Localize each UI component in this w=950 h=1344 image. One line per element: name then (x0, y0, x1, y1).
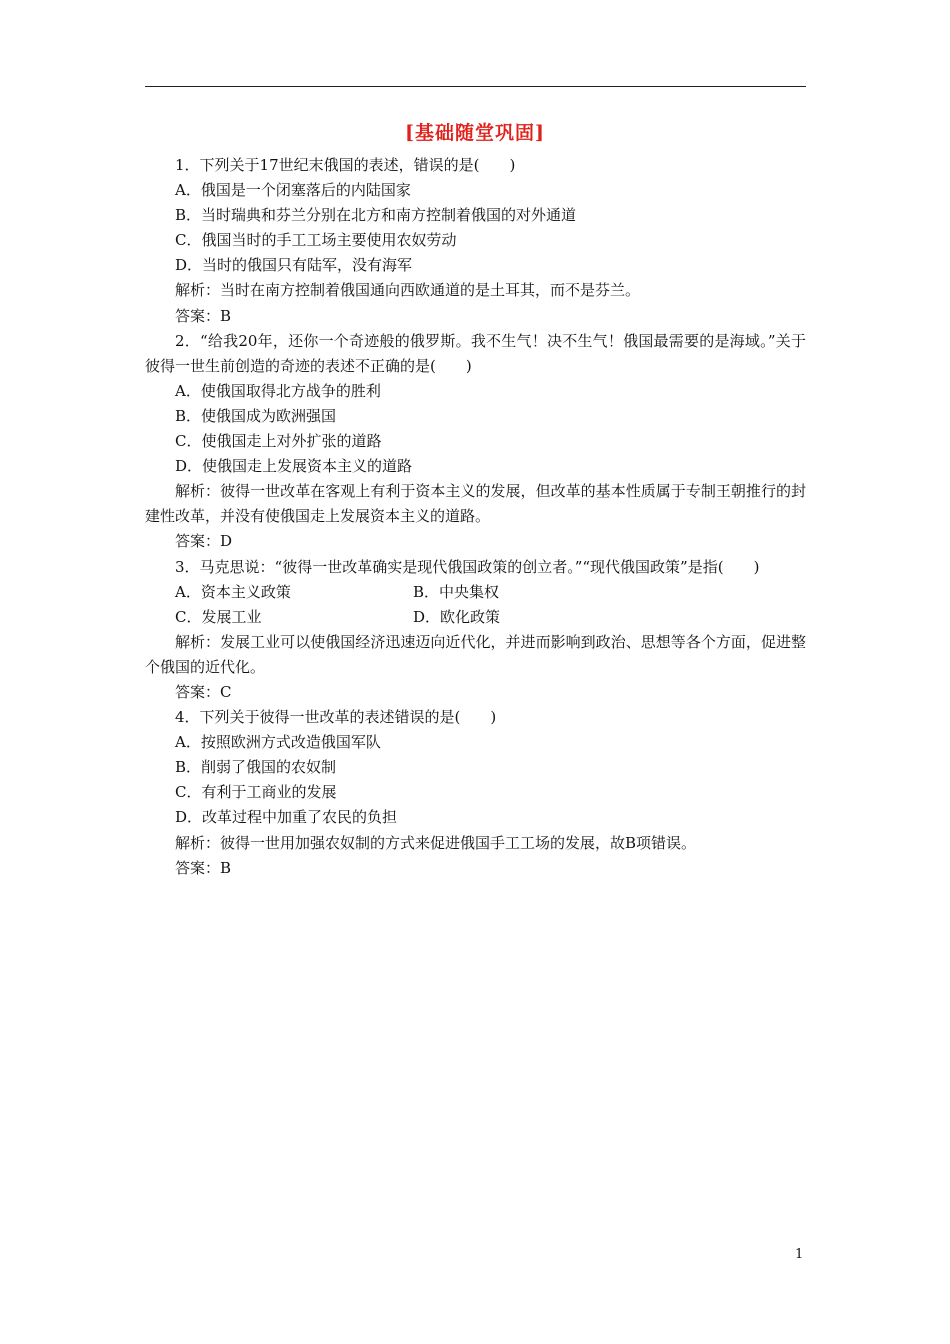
question-list (145, 153, 806, 881)
question-stem: 1．下列关于17世纪末俄国的表述，错误的是( ) (175, 156, 516, 174)
option-b: B．当时瑞典和芬兰分别在北方和南方控制着俄国的对外通道 (175, 206, 577, 225)
answer-text: 答案：D (175, 532, 233, 551)
page-number: 1 (795, 1247, 804, 1262)
option-row (145, 580, 806, 605)
analysis-text: 解析：彼得一世改革在客观上有利于资本主义的发展，但改革的基本性质属于专制王朝推行的封建性改革，并没有使俄国走上发展资本主义的道路。 (145, 482, 806, 526)
option-c: C．发展工业 (175, 607, 262, 626)
option-b: B．中央集权 (413, 582, 500, 601)
option-a: A．按照欧洲方式改造俄国军队 (175, 733, 381, 752)
answer-text: 答案：B (175, 306, 232, 325)
option-c: C．使俄国走上对外扩张的道路 (175, 432, 382, 451)
question-1 (145, 153, 806, 329)
analysis-text: 解析：发展工业可以使俄国经济迅速迈向近代化，并进而影响到政治、思想等各个方面，促进整个俄国的近代化。 (145, 632, 806, 676)
option-d: D．使俄国走上发展资本主义的道路 (175, 457, 413, 476)
answer-text: 答案：C (175, 682, 232, 701)
option-c: C．俄国当时的手工工场主要使用农奴劳动 (175, 231, 457, 250)
question-stem: 3．马克思说：“彼得一世改革确实是现代俄国政策的创立者。”“现代俄国政策”是指( ) (175, 557, 760, 576)
answer-text: 答案：B (175, 858, 232, 877)
option-a: A．资本主义政策 (175, 582, 291, 601)
section-title: [基础随堂巩固] (405, 122, 545, 144)
question-stem: 2．“给我20年，还你一个奇迹般的俄罗斯。我不生气！决不生气！俄国最需要的是海域。”关于彼得一世生前创造的奇迹的表述不正确的是( ) (145, 331, 806, 375)
option-a: A．使俄国取得北方战争的胜利 (175, 381, 381, 400)
analysis-text: 解析：当时在南方控制着俄国通向西欧通道的是土耳其，而不是芬兰。 (175, 281, 641, 300)
option-b: B．使俄国成为欧洲强国 (175, 406, 337, 425)
option-d: D．当时的俄国只有陆军，没有海军 (175, 256, 413, 275)
analysis-text: 解析：彼得一世用加强农奴制的方式来促进俄国手工工场的发展，故B项错误。 (175, 833, 697, 852)
header-rule (145, 86, 806, 87)
question-2 (145, 329, 806, 555)
option-b: B．削弱了俄国的农奴制 (175, 758, 337, 777)
option-c: C．有利于工商业的发展 (175, 783, 337, 802)
question-stem: 4．下列关于彼得一世改革的表述错误的是( ) (175, 708, 497, 727)
option-row (145, 605, 806, 630)
option-a: A．俄国是一个闭塞落后的内陆国家 (175, 181, 411, 200)
question-3 (145, 555, 806, 706)
question-4 (145, 705, 806, 881)
option-d: D．改革过程中加重了农民的负担 (175, 808, 398, 827)
option-d: D．欧化政策 (413, 607, 501, 626)
